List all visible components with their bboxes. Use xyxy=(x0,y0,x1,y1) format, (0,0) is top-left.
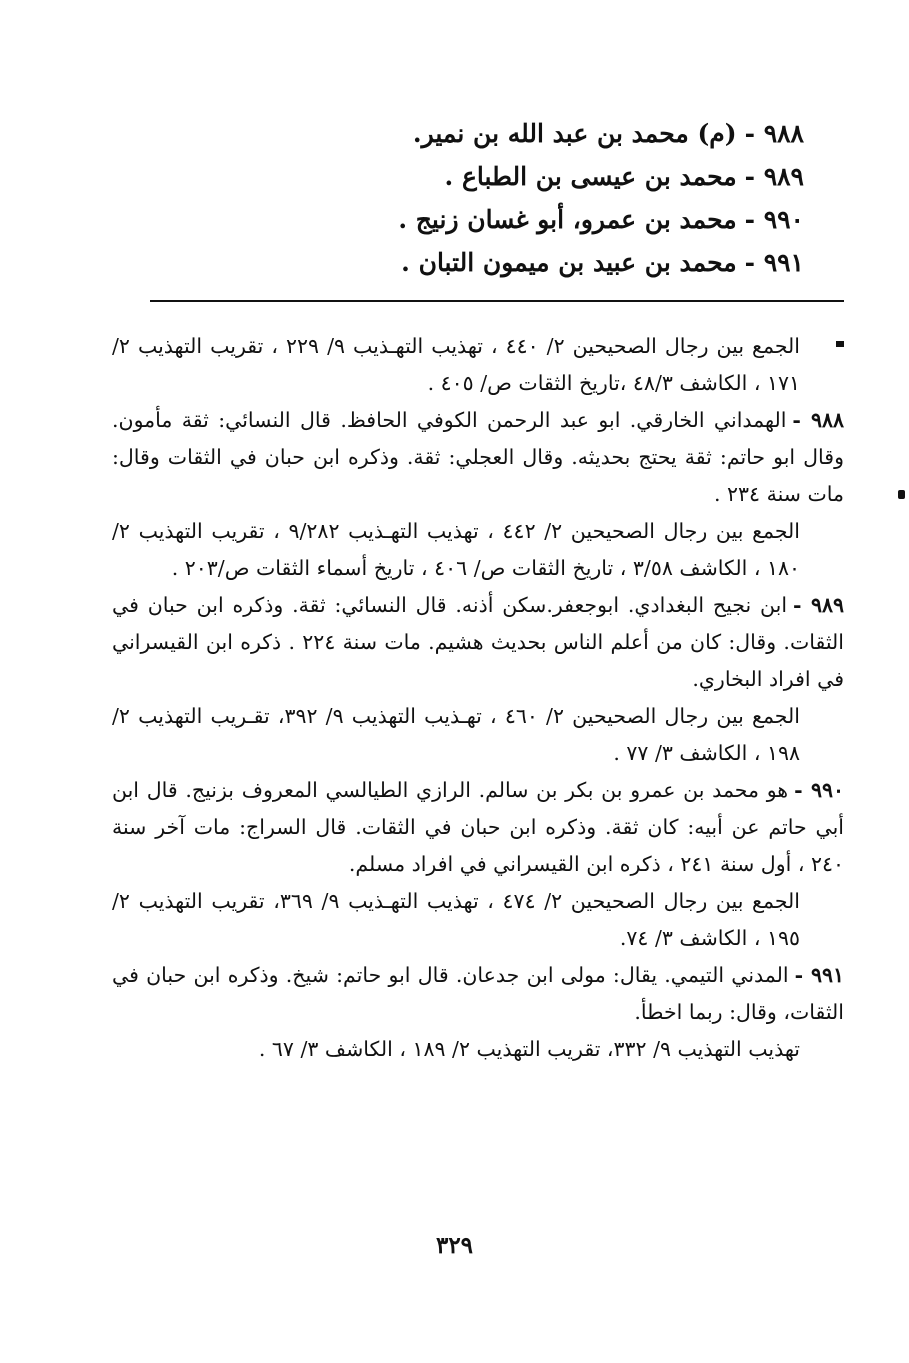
footnote-text xyxy=(112,772,844,883)
entry-text: محمد بن عمرو، أبو غسان زنيج . xyxy=(398,205,737,234)
footnote-body: الهمداني الخارقي. ابو عبد الرحمن الكوفي الحافظ. قال النسائي: ثقة مأمون. وقال ابو حاتم: ثقة يحتج بحديثه. وقال العجلي: ثقة. وذكره ابن حبان في الثقات وقال: مات سنة ٢٣٤ . xyxy=(112,408,844,506)
footnote-988 xyxy=(112,402,844,513)
reference-text: الجمع بين رجال الصحيحين ٢/ ٤٧٤ ، تهذيب التهـذيب ٩/ ٣٦٩، تقريب التهذيب ٢/ ١٩٥ ، الكاشف ٣/ ٧٤. xyxy=(112,889,800,950)
entry-number: ٩٩١ - xyxy=(744,248,804,277)
entry-number: ٩٨٩ - xyxy=(744,162,804,191)
footnote-text xyxy=(112,957,844,1031)
footnote-star-reference xyxy=(112,328,844,402)
reference-text: الجمع بين رجال الصحيحين ٢/ ٤٤٠ ، تهذيب التهـذيب ٩/ ٢٢٩ ، تقريب التهذيب ٢/ ١٧١ ، الكاشف ٤٨/٣ ،تاريخ الثقات ص/ ٤٠٥ . xyxy=(112,334,800,395)
footnote-text xyxy=(112,587,844,698)
footnotes-section xyxy=(112,328,844,1068)
entry-text: محمد بن عيسى بن الطباع . xyxy=(444,162,737,191)
reference-text: الجمع بين رجال الصحيحين ٢/ ٤٦٠ ، تهـذيب التهذيب ٩/ ٣٩٢، تقـريب التهذيب ٢/ ١٩٨ ، الكاشف ٣/ ٧٧ . xyxy=(112,704,800,765)
page-number: ٣٢٩ xyxy=(435,1232,474,1259)
entry-number: ٩٨٨ - xyxy=(744,119,804,148)
footnote-989 xyxy=(112,587,844,698)
main-entries-list xyxy=(204,112,804,284)
main-entry-989 xyxy=(204,155,804,198)
footnote-divider xyxy=(150,300,844,302)
footnote-991 xyxy=(112,957,844,1031)
entry-text: (م) محمد بن عبد الله بن نمير. xyxy=(412,119,737,148)
footnote-number: ٩٨٩ - xyxy=(793,593,844,617)
footnote-body: المدني التيمي. يقال: مولى ابن جدعان. قال ابو حاتم: شيخ. وذكره ابن حبان في الثقات، وقال: ربما اخطأ. xyxy=(112,963,844,1024)
main-entry-990 xyxy=(204,198,804,241)
footnote-number: ٩٨٨ - xyxy=(792,408,844,432)
footnote-989-reference xyxy=(112,698,844,772)
footnote-991-reference xyxy=(112,1031,844,1068)
footnote-number: ٩٩٠ - xyxy=(794,778,844,802)
main-entry-991 xyxy=(204,241,804,284)
footnote-text xyxy=(112,402,844,513)
footnote-990-reference xyxy=(112,883,844,957)
footnote-number: ٩٩١ - xyxy=(794,963,844,987)
entry-number: ٩٩٠ - xyxy=(744,205,804,234)
footnote-body: هو محمد بن عمرو بن بكر بن سالم. الرازي الطيالسي المعروف بزنيج. قال ابن أبي حاتم عن أبيه: كان ثقة. وذكره ابن حبان في الثقات. قال السراج: مات آخر سنة ٢٤٠ ، أول سنة ٢٤١ ، ذكره ابن القيسراني في افراد مسلم. xyxy=(112,778,844,876)
footnote-star-marker xyxy=(836,341,844,347)
entry-text: محمد بن عبيد بن ميمون التبان . xyxy=(401,248,737,277)
reference-text: الجمع بين رجال الصحيحين ٢/ ٤٤٢ ، تهذيب التهـذيب ٩/٢٨٢ ، تقريب التهذيب ٢/ ١٨٠ ، الكاشف ٣/٥٨ ، تاريخ الثقات ص/ ٤٠٦ ، تاريخ أسماء الثقات ص/٢٠٣ . xyxy=(112,519,801,580)
margin-mark xyxy=(898,490,905,499)
footnote-990 xyxy=(112,772,844,883)
reference-text: تهذيب التهذيب ٩/ ٣٣٢، تقريب التهذيب ٢/ ١٨٩ ، الكاشف ٣/ ٦٧ . xyxy=(258,1037,800,1061)
main-entry-988 xyxy=(204,112,804,155)
footnote-body: ابن نجيح البغدادي. ابوجعفر.سكن أذنه. قال النسائي: ثقة. وذكره ابن حبان في الثقات. وقال: كان من أعلم الناس بحديث هشيم. مات سنة ٢٢٤ . ذكره ابن القيسراني في افراد البخاري. xyxy=(112,593,844,691)
footnote-988-reference xyxy=(112,513,844,587)
